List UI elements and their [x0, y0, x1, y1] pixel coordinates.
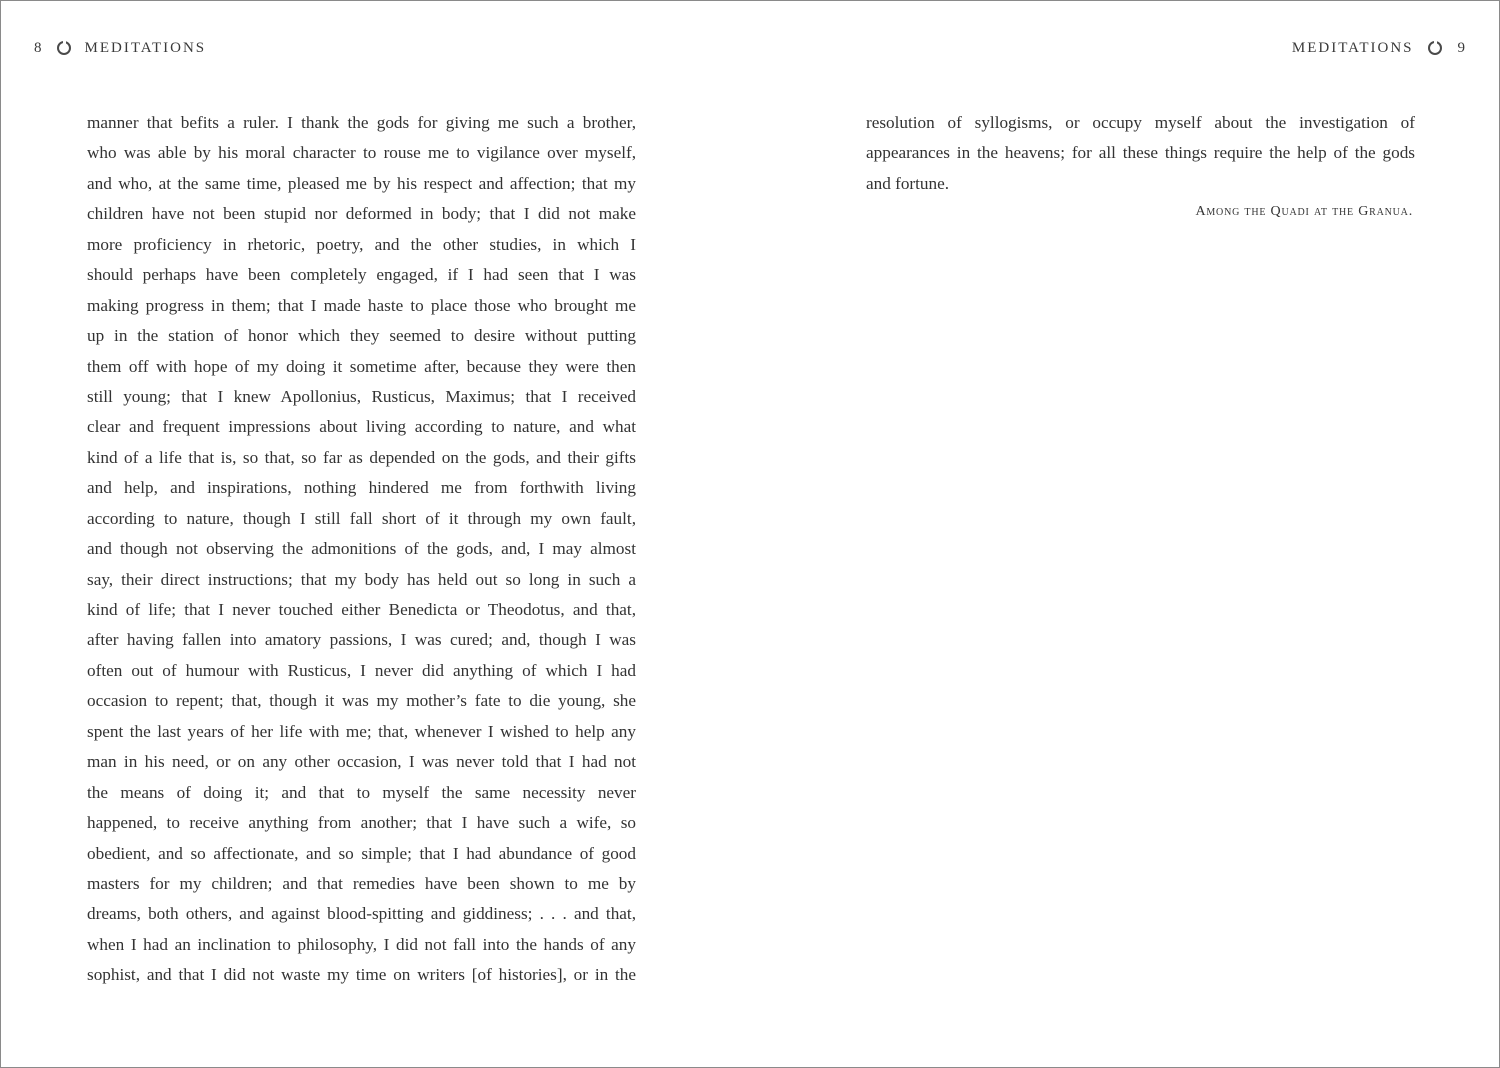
text-line: spent the last years of her life with me; that, whenever I wished to help any: [87, 721, 636, 741]
text-line: and who, at the same time, pleased me by his respect and affection; that my: [87, 173, 636, 193]
place-signoff: Among the Quadi at the Granua.: [1195, 204, 1413, 219]
left-page: [1, 1, 750, 1067]
text-line: clear and frequent impressions about living according to nature, and what: [87, 417, 636, 437]
text-line: when I had an inclination to philosophy, I did not fall into the hands of any: [87, 934, 636, 954]
text-line: say, their direct instructions; that my body has held out so long in such a: [87, 569, 636, 589]
body-text: [866, 108, 1415, 199]
text-line: up in the station of honor which they seemed to desire without putting: [87, 326, 636, 346]
body-text: [87, 108, 636, 991]
text-line: sophist, and that I did not waste my time on writers [of histories], or in the: [87, 965, 636, 985]
text-line: them off with hope of my doing it sometime after, because they were then: [87, 356, 636, 376]
text-line: who was able by his moral character to rouse me to vigilance over myself,: [87, 143, 636, 163]
page-number: 9: [1457, 39, 1465, 56]
text-line: and fortune.: [866, 173, 950, 193]
circle-ornament-icon: [57, 41, 71, 55]
running-head-title: MEDITATIONS: [1291, 39, 1414, 56]
text-line: manner that befits a ruler. I thank the gods for giving me such a brother,: [87, 113, 636, 132]
text-line: according to nature, though I still fall short of it through my own fault,: [87, 508, 636, 528]
running-head-right: [1292, 38, 1465, 58]
text-line: children have not been stupid nor deformed in body; that I did not make: [87, 204, 636, 224]
text-line: and though not observing the admonitions of the gods, and, I may almost: [87, 539, 636, 559]
text-line: appearances in the heavens; for all these things require the help of the gods: [866, 143, 1415, 163]
text-line: more proficiency in rhetoric, poetry, and the other studies, in which I: [87, 234, 636, 254]
right-page: [750, 1, 1499, 1067]
text-line: man in his need, or on any other occasion, I was never told that I had not: [87, 752, 636, 772]
circle-ornament-icon: [1428, 41, 1442, 55]
text-line: happened, to receive anything from another; that I have such a wife, so: [87, 813, 636, 833]
text-line: kind of life; that I never touched either Benedicta or Theodotus, and that,: [87, 600, 636, 619]
text-line: obedient, and so affectionate, and so simple; that I had abundance of good: [87, 843, 636, 863]
running-head-left: [34, 38, 206, 58]
text-line: dreams, both others, and against blood-spitting and giddiness; . . . and that,: [87, 904, 636, 924]
text-line: the means of doing it; and that to myself the same necessity never: [87, 782, 636, 802]
text-line: after having fallen into amatory passions, I was cured; and, though I was: [87, 630, 636, 650]
page-number: 8: [34, 39, 42, 56]
text-line: kind of a life that is, so that, so far as depended on the gods, and their gifts: [87, 447, 636, 467]
text-line: often out of humour with Rusticus, I never did anything of which I had: [87, 660, 636, 680]
text-line: making progress in them; that I made haste to place those who brought me: [87, 295, 636, 315]
text-line: masters for my children; and that remedies have been shown to me by: [87, 873, 636, 893]
text-line: occasion to repent; that, though it was my mother’s fate to die young, she: [87, 691, 636, 711]
text-line: still young; that I knew Apollonius, Rusticus, Maximus; that I received: [87, 386, 636, 406]
running-head-title: MEDITATIONS: [84, 39, 207, 56]
text-line: resolution of syllogisms, or occupy myself about the investigation of: [866, 113, 1415, 132]
text-line: and help, and inspirations, nothing hindered me from forthwith living: [87, 478, 636, 498]
text-line: should perhaps have been completely engaged, if I had seen that I was: [87, 265, 636, 285]
